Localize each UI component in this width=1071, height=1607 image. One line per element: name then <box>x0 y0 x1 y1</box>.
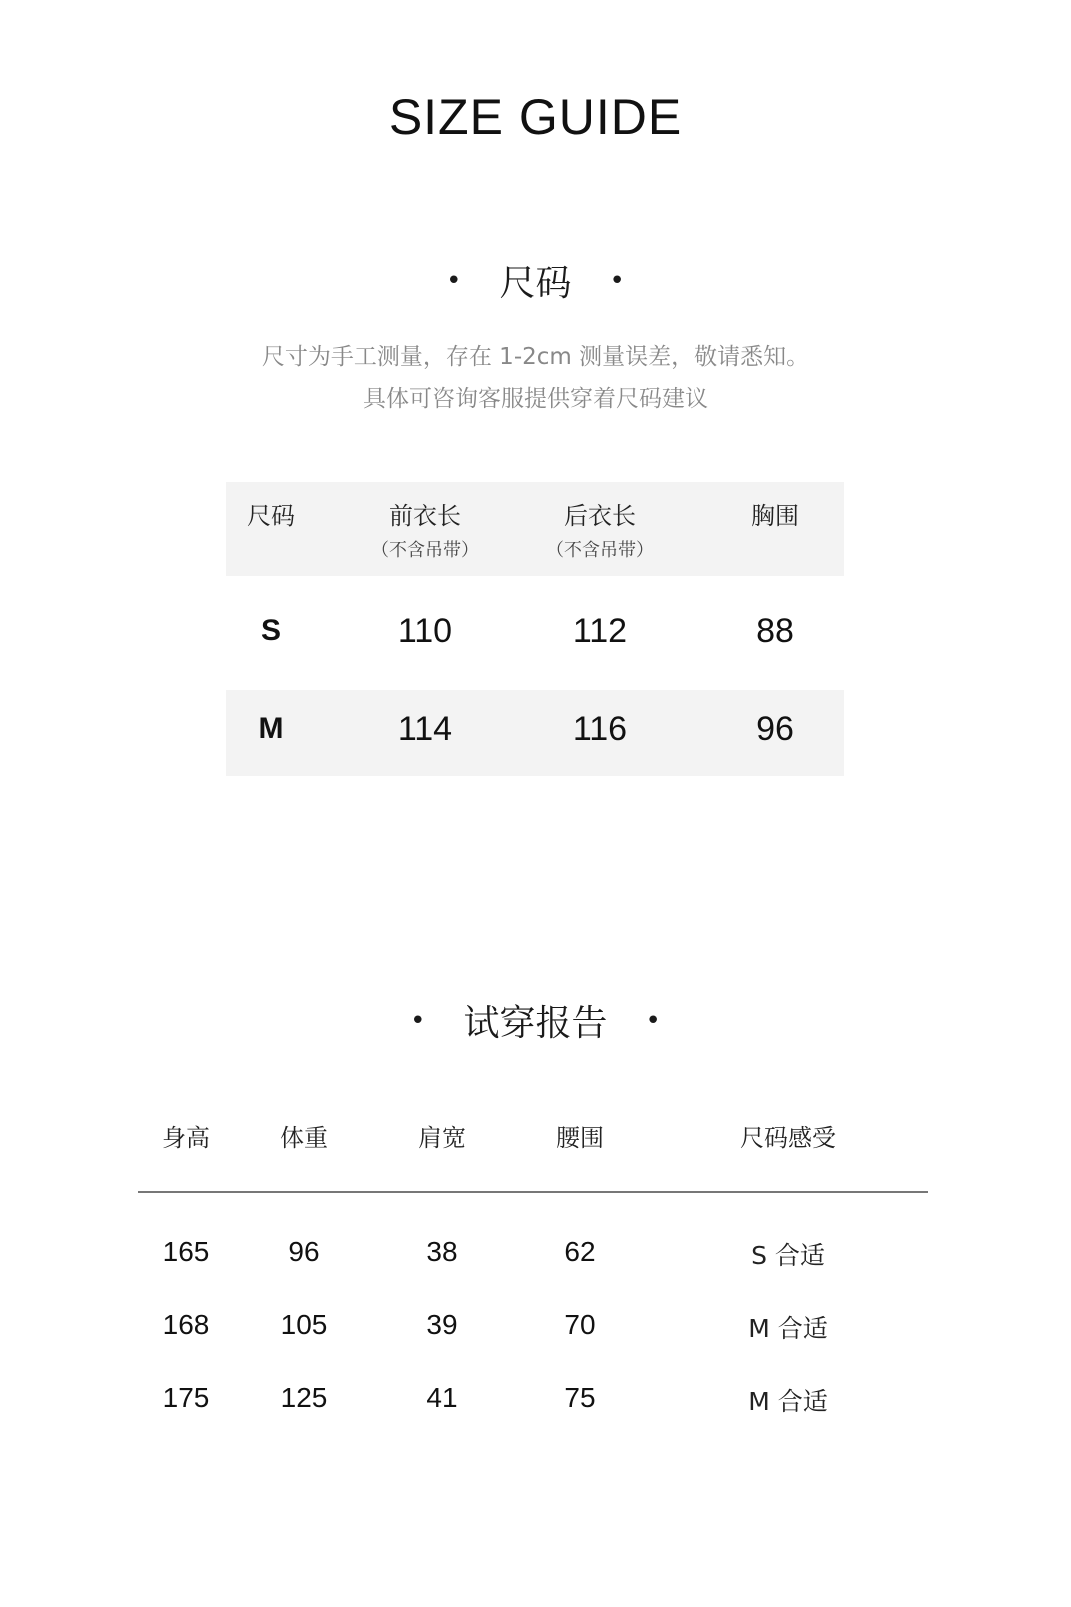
header-waist: 腰围 <box>556 1124 604 1152</box>
header-bust: 胸围 <box>751 502 799 530</box>
size-section-heading <box>0 255 1071 306</box>
report-section-heading <box>0 995 1071 1046</box>
back-length-value: 112 <box>572 612 628 650</box>
waist-value: 62 <box>564 1236 596 1267</box>
header-divider <box>138 1191 928 1193</box>
height-value: 168 <box>162 1309 210 1340</box>
weight-value: 105 <box>280 1309 328 1340</box>
header-size: 尺码 <box>247 502 295 530</box>
size-row-m <box>226 690 844 776</box>
size-feel-value: M 合适 <box>748 1387 828 1416</box>
size-table-header <box>226 482 844 576</box>
bullet-dot: • <box>645 1006 661 1036</box>
weight-value: 125 <box>280 1382 328 1413</box>
size-feel-value: M 合适 <box>748 1314 828 1343</box>
shoulder-value: 39 <box>426 1309 458 1340</box>
height-value: 175 <box>162 1382 210 1413</box>
bullet-dot: • <box>410 1006 426 1036</box>
waist-value: 70 <box>564 1309 596 1340</box>
size-label: S <box>260 614 281 647</box>
table-row <box>138 1382 928 1422</box>
consult-note: 具体可咨询客服提供穿着尺码建议 <box>363 386 708 412</box>
header-back-length-note: （不含吊带） <box>546 540 654 561</box>
header-back-length: 后衣长 <box>564 502 636 530</box>
weight-value: 96 <box>288 1236 320 1267</box>
page-title: SIZE GUIDE <box>388 89 683 145</box>
report-section-title: 试穿报告 <box>463 1003 608 1044</box>
bullet-dot: • <box>609 266 625 296</box>
size-feel-value: S 合适 <box>751 1241 825 1270</box>
header-front-length-note: （不含吊带） <box>371 540 479 561</box>
size-row-s <box>226 592 844 678</box>
shoulder-value: 38 <box>426 1236 458 1267</box>
bust-value: 88 <box>756 612 794 650</box>
header-weight: 体重 <box>280 1124 328 1152</box>
size-section-title: 尺码 <box>499 263 572 304</box>
table-row <box>138 1236 928 1276</box>
front-length-value: 114 <box>397 710 453 748</box>
height-value: 165 <box>162 1236 210 1267</box>
shoulder-value: 41 <box>426 1382 458 1413</box>
waist-value: 75 <box>564 1382 596 1413</box>
header-shoulder: 肩宽 <box>418 1124 466 1152</box>
front-length-value: 110 <box>397 612 453 650</box>
header-height: 身高 <box>162 1124 210 1152</box>
back-length-value: 116 <box>572 710 628 748</box>
header-size-feel: 尺码感受 <box>740 1124 836 1152</box>
measurement-note: 尺寸为手工测量，存在 1-2cm 测量误差，敬请悉知。 <box>261 344 810 370</box>
size-label: M <box>258 712 284 745</box>
bullet-dot: • <box>446 266 462 296</box>
bust-value: 96 <box>756 710 794 748</box>
report-header <box>138 1118 928 1158</box>
header-front-length: 前衣长 <box>389 502 461 530</box>
table-row <box>138 1309 928 1349</box>
